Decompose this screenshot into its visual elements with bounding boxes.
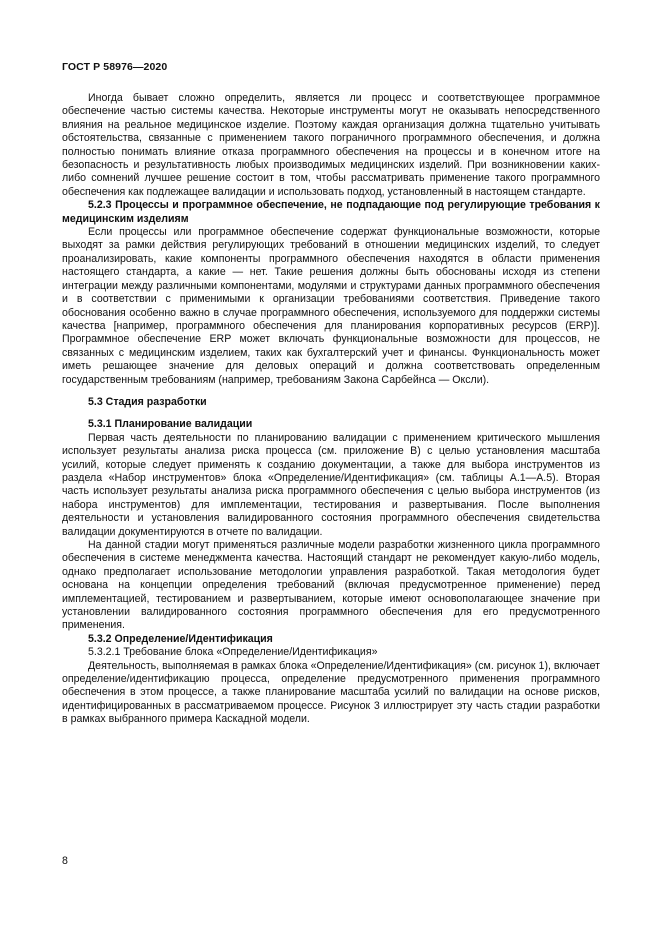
heading-5-2-3: 5.2.3 Процессы и программное обеспечение, не подпадающие под регулирующие требования к медицинским изделиям [62, 199, 600, 225]
paragraph-validation-planning: Первая часть деятельности по планированию валидации с применением критического мышления использует результаты анализа риска процесса (см. приложение В) с целью установления масштаба усилий, которые следует применять к созданию документации, а также для выбора инструментов из раздела «Набор инструментов» блока «Определение/Идентификация» (см. таблицы А.1—А.5). Вторая часть использует результаты анализа риска программного обеспечения с целью выбора инструментов (из набора инструментов) для имплементации, тестирования и развертывания. После выполнения деятельности и установления валидированного состояния программного обеспечения свидетельства валидации документируются в отчете по валидации. [62, 431, 600, 538]
document-header: ГОСТ Р 58976—2020 [62, 61, 168, 73]
paragraph-define-identify: Деятельность, выполняемая в рамках блока «Определение/Идентификация» (см. рисунок 1), включает определение/идентификацию процесса, определение предусмотренного применения программного обеспечения в этом процессе, а также планирование масштаба усилий по валидации на основе рисков, идентифицированных в рассматриваемом процессе. Рисунок 3 иллюстрирует эту часть стадии разработки в рамках выбранного примера Каскадной модели. [62, 659, 600, 726]
document-body [62, 92, 600, 727]
subheading-5-3-2-1: 5.3.2.1 Требование блока «Определение/Идентификация» [88, 646, 378, 659]
paragraph-borderline-software: Иногда бывает сложно определить, является ли процесс и соответствующее программное обеспечение частью системы качества. Некоторые инструменты могут не оказывать непосредственного влияния на реальное медицинское изделие. Поэтому каждая организация должна тщательно учитывать обстоятельства, связанные с применением такого пограничного программного обеспечения, и должна полностью понимать влияние отказа программного обеспечения на процессы и в конечном итоге на безопасность и результативность любых производимых медицинских изделий. При возникновении каких-либо сомнений лучшее решение состоит в том, чтобы рассматривать применение такого программного обеспечения как подлежащее валидации и использовать подход, установленный в настоящем стандарте. [62, 92, 600, 198]
paragraph-lifecycle-models: На данной стадии могут применяться различные модели разработки жизненного цикла программного обеспечения в системе менеджмента качества. Настоящий стандарт не рекомендует какую-либо модель, однако предполагает использование методологии управления разработкой. Такая методология будет основана на концепции определения требований (включая предусмотренное применение) перед имплементацией, тестированием и развертыванием, которые имеют основополагающее значение при установлении валидированного состояния программного обеспечения для его предусмотренного применения. [62, 539, 600, 632]
paragraph-out-of-scope-software: Если процессы или программное обеспечение содержат функциональные возможности, которые выходят за рамки действия регулирующих требований в отношении медицинских изделий, то следует проанализировать, какие компоненты программного обеспечения находятся в области применения настоящего стандарта, а какие — нет. Такие решения должны быть обоснованы исходя из степени интеграции между различными компонентами, модулями и структурами данных программного обеспечения и в соответствии с применимыми к организации требованиями соответствия. Приведение такого обоснования особенно важно в случае программного обеспечения, используемого для поддержки системы качества [например, программного обеспечения для планирования корпоративных ресурсов (ERP)]. Программное обеспечение ERP может включать функциональные возможности для процессов, не связанных с медицинским изделием, таких как бухгалтерский учет и финансы. Функциональность может иметь решающее значение для деловых операций и должна соответствовать определенным государственным требованиям (например, требованиям Закона Сарбейнса — Оксли). [62, 226, 600, 386]
heading-5-3-1: 5.3.1 Планирование валидации [88, 418, 253, 431]
page-number: 8 [62, 855, 68, 867]
heading-5-3: 5.3 Стадия разработки [88, 395, 207, 408]
heading-5-3-2: 5.3.2 Определение/Идентификация [88, 632, 273, 645]
